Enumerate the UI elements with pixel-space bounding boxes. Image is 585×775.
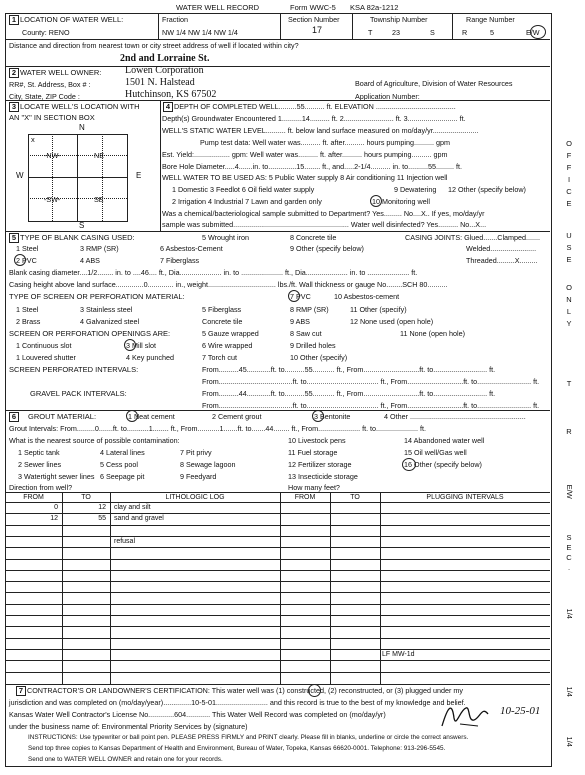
side-letter: F (566, 163, 572, 172)
contam-opt-3: 3 Watertight sewer lines (18, 472, 95, 481)
screen-intervals-1: From..........45............ft. to..........55........... ft., From............................ft. to........................... ft. (202, 365, 496, 374)
fraction-label: Fraction (162, 15, 188, 24)
use-line-1: 1 Domestic 3 Feedlot 6 Oil field water supply (172, 185, 315, 194)
side-ew: E/W (564, 484, 574, 499)
board-label: Board of Agriculture, Division of Water Resources (355, 79, 513, 88)
grout-opt-4: 4 Other .......................................................... (384, 412, 526, 421)
groundwater-line: Depth(s) Groundwater Encountered 1..........14.......... ft. 2......................... ft. 3......................... ft. (162, 114, 466, 123)
sample-line: Was a chemical/bacteriological sample submitted to Department? Yes......... No....X.. If yes, mo/day/yr (162, 209, 485, 218)
log-description: refusal (114, 537, 136, 545)
use-other: 12 Other (specify below) (448, 185, 526, 194)
use-line: WELL WATER TO BE USED AS: 5 Public Water supply 8 Air conditioning 11 Injection well (162, 173, 448, 182)
screen-intervals-label: SCREEN PERFORATED INTERVALS: (9, 365, 139, 374)
depth-line: DEPTH OF COMPLETED WELL.........55.......... ft. ELEVATION ........................................ (174, 102, 456, 111)
side-quarter-2: 1/4 (564, 686, 574, 697)
casing-opt-8: 8 Concrete tile (290, 233, 337, 242)
use-monitoring: 10 Monitoring well (372, 197, 430, 206)
opening-opt-10: 10 Other (specify) (290, 353, 348, 362)
township-label: Township Number (370, 15, 428, 24)
opening-opt-1: 1 Continuous slot (16, 341, 72, 350)
casing-opt-6: 6 Asbestos-Cement (160, 244, 223, 253)
range-ew: E/W (526, 28, 540, 37)
send-instructions-1: Send top three copies to Kansas Department of Health and Environment, Bureau of Water, Topeka, Kansas 66620-0001. Telephone: 913-296-5545. (28, 745, 446, 752)
casing-height: Casing height above land surface..............0............. in., weight.................................. lbs./ft. Wall thickness or gauge No........SCH 80.......... (9, 280, 448, 289)
log-header: TO (81, 494, 91, 501)
opening-opt-11: 11 None (open hole) (400, 329, 465, 338)
side-letter: C (566, 187, 572, 196)
side-letter: N (566, 295, 572, 304)
log-header: FROM (23, 494, 44, 501)
contam-opt-11: 11 Fuel storage (288, 448, 338, 457)
ksa-number: KSA 82a-1212 (350, 3, 399, 12)
yield-line: Est. Yield:.................. gpm: Well water was.......... ft. after.......... hours pumping.......... gpm (162, 150, 448, 159)
section-number: 7 (16, 686, 26, 696)
section-box[interactable] (28, 134, 128, 222)
use-line-2: 2 Irrigation 4 Industrial 7 Lawn and garden only (172, 197, 322, 206)
gravel-pack-2: From.....................................ft. to.................................... ft., From............................ft. to........................... ft. (202, 401, 540, 410)
grout-opt-2: 2 Cement grout (212, 412, 262, 421)
owner-label: WATER WELL OWNER: (20, 68, 102, 77)
log-description: sand and gravel (114, 515, 164, 523)
section-number: 3 (9, 102, 19, 112)
county-value: County: RENO (22, 28, 70, 37)
contam-opt-15: 15 Oil well/Gas well (404, 448, 467, 457)
instructions: INSTRUCTIONS: Use typewriter or ball point pen. PLEASE PRESS FIRMLY and PRINT clearly. Please fill in blanks, underline or circle the correct answers. (28, 734, 469, 741)
opening-opt-6: 6 Wire wrapped (202, 341, 253, 350)
contam-opt-2: 2 Sewer lines (18, 460, 62, 469)
openings-label: SCREEN OR PERFORATION OPENINGS ARE: (9, 329, 171, 338)
grout-opt-1: 1 Neat cement (128, 412, 175, 421)
casing-threaded: Threaded.........X......... (466, 256, 538, 265)
application-number-label: Application Number: (355, 92, 420, 101)
grout-opt-3: 3 Bentonite (314, 412, 351, 421)
fraction-value: NW 1/4 NW 1/4 NW 1/4 (162, 28, 238, 37)
howmany-label: How many feet? (288, 483, 340, 492)
contam-opt-10: 10 Livestock pens (288, 436, 346, 445)
contam-opt-12: 12 Fertilizer storage (288, 460, 352, 469)
direction-label: Direction from well? (9, 483, 73, 492)
side-letter: L (566, 307, 572, 316)
sample-line-2: sample was submitted.......................................................... Water well disinfected? Yes.......... No...X... (162, 220, 487, 229)
log-header: FROM (294, 494, 316, 501)
range-r: R (462, 28, 468, 37)
casing-opt-1: 1 Steel (16, 244, 39, 253)
contam-opt-5: 5 Cess pool (100, 460, 138, 469)
contam-opt-8: 8 Sewage lagoon (180, 460, 236, 469)
certification-line-1: CONTRACTOR'S OR LANDOWNER'S CERTIFICATION: This water well was (1) constructed, (2) reconstructed, or (3) plugged under my (27, 686, 463, 695)
section-number: 2 (9, 68, 19, 78)
certification-line-3: Kansas Water Well Contractor's License No.............604............ This Water Well Record was completed on (mo/day/yr) (9, 710, 386, 719)
pump-test-line: Pump test data: Well water was.......... ft. after.......... hours pumping.......... gpm (200, 138, 450, 147)
section-number: 1 (9, 15, 19, 25)
city-value: Hutchinson, KS 67502 (125, 89, 217, 100)
side-letter: Y (566, 319, 572, 328)
screen-opt-1: 1 Steel (16, 305, 39, 314)
section-number-label: Section Number (288, 15, 340, 24)
casing-welded: Welded....................... (466, 244, 537, 253)
casing-opt-7: 7 Fiberglass (160, 256, 200, 265)
gravel-pack-label: GRAVEL PACK INTERVALS: (30, 389, 127, 398)
opening-opt-2: 1 Louvered shutter (16, 353, 76, 362)
side-t: T (566, 379, 572, 388)
street-label: RR#, St. Address, Box # : (9, 80, 91, 89)
screen-label: TYPE OF SCREEN OR PERFORATION MATERIAL: (9, 292, 185, 301)
contam-opt-13: 13 Insecticide storage (288, 472, 358, 481)
casing-joints: CASING JOINTS: Glued.......Clamped....... (405, 233, 541, 242)
contam-opt-4: 4 Lateral lines (100, 448, 145, 457)
contam-opt-14: 14 Abandoned water well (404, 436, 485, 445)
screen-opt-12: 12 None used (open hole) (350, 317, 434, 326)
screen-opt-10: 10 Asbestos-cement (334, 292, 400, 301)
side-letter: F (566, 151, 572, 160)
casing-opt-5: 5 Wrought iron (202, 233, 250, 242)
casing-opt-3: 3 RMP (SR) (80, 244, 119, 253)
street-value: 1501 N. Halstead (125, 77, 195, 88)
opening-opt-5: 5 Gauze wrapped (202, 329, 259, 338)
log-header: LITHOLOGIC LOG (165, 494, 225, 501)
contam-opt-1: 1 Septic tank (18, 448, 60, 457)
opening-opt-8: 8 Saw cut (290, 329, 322, 338)
log-to: 12 (98, 504, 106, 511)
side-letter: . (567, 563, 571, 572)
side-quarter-1: 1/4 (564, 608, 574, 619)
compass-s: S (79, 221, 85, 230)
location-label: LOCATION OF WATER WELL: (20, 15, 124, 24)
screen-opt-7: 7 PVC (290, 292, 311, 301)
side-letter: O (566, 283, 572, 292)
range-value: 5 (490, 28, 494, 37)
side-letter: O (566, 139, 572, 148)
quadrant-nw: -NW- (44, 151, 61, 160)
certification-line-2: jurisdiction and was completed on (mo/day/year)..............10-5-01.......................... and this record is true to the best of my knowledge and belief. (9, 698, 466, 707)
contam-opt-9: 9 Feedyard (180, 472, 217, 481)
screen-opt-2: 2 Brass (16, 317, 41, 326)
side-letter: E (566, 543, 572, 552)
quadrant-sw: -SW- (44, 195, 61, 204)
side-letter: S (566, 243, 572, 252)
log-header: TO (350, 494, 360, 501)
quadrant-ne: NE (94, 151, 104, 160)
signature (438, 700, 498, 732)
township-t: T (368, 28, 373, 37)
address-value: 2nd and Lorraine St. (120, 53, 210, 64)
screen-opt-11: 11 Other (specify) (350, 305, 407, 314)
opening-opt-9: 9 Drilled holes (290, 341, 336, 350)
quadrant-se: SE (94, 195, 104, 204)
log-from: 12 (50, 515, 58, 523)
screen-intervals-2: From.....................................ft. to.................................... ft., From............................ft. to........................... ft. (202, 377, 540, 386)
screen-opt-9: 9 ABS (290, 317, 310, 326)
screen-opt-5: 5 Fiberglass (202, 305, 242, 314)
compass-e: E (136, 171, 142, 180)
opening-opt-4: 4 Key punched (126, 353, 174, 362)
log-well-id: LF MW-1d (382, 650, 415, 658)
side-r: R (566, 427, 572, 436)
side-letter: C (566, 553, 572, 562)
casing-opt-9: 9 Other (specify below) (290, 244, 364, 253)
bore-line: Bore Hole Diameter.....4.......in. to..............15........ ft., and.....2-1/4.......... in. to..........55......... ft. (162, 162, 463, 171)
side-letter: I (567, 175, 571, 184)
log-header: PLUGGING INTERVALS (426, 494, 504, 501)
side-letter: E (566, 199, 572, 208)
township-value: 23 (392, 28, 400, 37)
signature-date: 10-25-01 (500, 705, 541, 717)
screen-opt-3: 3 Stainless steel (80, 305, 133, 314)
static-level-line: WELL'S STATIC WATER LEVEL.......... ft. below land surface measured on mo/day/yr....................... (162, 126, 479, 135)
section-number: 5 (9, 233, 19, 243)
contam-opt-6: 6 Seepage pit (100, 472, 145, 481)
township-s: S (430, 28, 435, 37)
city-label: City, State, ZIP Code : (9, 92, 80, 101)
screen-opt-6: Concrete tile (202, 317, 243, 326)
casing-diameter: Blank casing diameter....1/2........ in. to ....46.... ft., Dia..................... in. to ..................... ft., Dia..................... in. to ..................... ft. (9, 268, 418, 277)
section-number-value: 17 (312, 25, 323, 35)
screen-opt-8: 8 RMP (SR) (290, 305, 329, 314)
casing-opt-4: 4 ABS (80, 256, 100, 265)
contam-opt-7: 7 Pit privy (180, 448, 212, 457)
contam-opt-16: 16 Other (specify below) (404, 460, 482, 469)
contamination-label: What is the nearest source of possible contamination: (9, 436, 180, 445)
locate-label: LOCATE WELL'S LOCATION WITH (20, 102, 140, 111)
gravel-pack-1: From..........44............ft. to..........55........... ft., From............................ft. to........................... ft. (202, 389, 496, 398)
compass-n: N (79, 123, 85, 132)
well-location-mark: x (31, 135, 35, 144)
side-letter: E (566, 255, 572, 264)
locate-label-2: AN "X" IN SECTION BOX (9, 113, 95, 122)
section-number: 6 (9, 412, 19, 422)
opening-opt-7: 7 Torch cut (202, 353, 238, 362)
screen-opt-4: 4 Galvanized steel (80, 317, 140, 326)
side-quarter-3: 1/4 (564, 736, 574, 747)
opening-opt-3: 3 Mill slot (126, 341, 156, 350)
side-letter: S (566, 533, 572, 542)
grout-intervals: Grout Intervals: From.........0.......ft. to...........1........ ft., From...........1.......ft. to.......44........ ft., From..................... ft. to..................... ft. (9, 424, 426, 433)
section-number: 4 (163, 102, 173, 112)
grout-label: GROUT MATERIAL: (28, 412, 97, 421)
distance-label: Distance and direction from nearest town or city street address of well if located within city? (9, 41, 299, 50)
form-title: WATER WELL RECORD (176, 3, 260, 12)
compass-w: W (16, 171, 24, 180)
certification-line-4: under the business name of: Environmental Priority Services by (signature) (9, 722, 248, 731)
use-dewatering: 9 Dewatering (394, 185, 437, 194)
casing-label: TYPE OF BLANK CASING USED: (20, 233, 135, 242)
log-to: 55 (98, 515, 106, 523)
casing-opt-2: 2 PVC (16, 256, 37, 265)
side-letter: U (566, 231, 572, 240)
range-label: Range Number (466, 15, 515, 24)
owner-value: Lowen Corporation (125, 65, 204, 76)
log-from: 0 (54, 504, 58, 511)
form-number: Form WWC-5 (290, 3, 336, 12)
send-instructions-2: Send one to WATER WELL OWNER and retain one for your records. (28, 756, 223, 763)
log-description: clay and silt (114, 504, 151, 511)
